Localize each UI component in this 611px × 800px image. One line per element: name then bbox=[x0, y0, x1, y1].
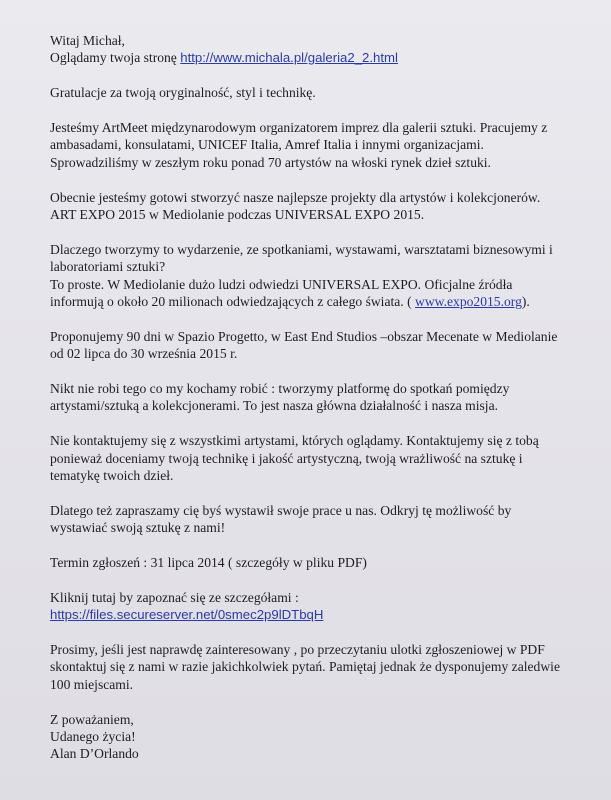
signer-name: Alan D’Orlando bbox=[50, 746, 139, 762]
deadline-text: Termin zgłoszeń : 31 lipca 2014 ( szczegóły w pliku PDF) bbox=[50, 555, 367, 571]
gallery-link[interactable]: http://www.michala.pl/galeria2_2.html bbox=[180, 50, 398, 66]
why-line: To proste. W Mediolanie dużo ludzi odwiedzi UNIVERSAL EXPO. Oficjalne źródła bbox=[50, 276, 513, 292]
why-last-prefix: informują o około 20 milionach odwiedzających z całego świata. ( bbox=[50, 294, 416, 310]
contact-paragraph bbox=[50, 432, 581, 484]
invite-paragraph bbox=[50, 502, 581, 537]
expo-link[interactable]: www.expo2015.org bbox=[415, 294, 522, 310]
files-link[interactable]: https://files.secureserver.net/0smec2p9lDTbqH bbox=[50, 607, 324, 623]
platform-line: artystami/sztuką a kolekcjonerami. To jest nasza główna działalność i nasza misja. bbox=[50, 398, 499, 414]
viewing-line bbox=[50, 49, 581, 66]
projects-line: ART EXPO 2015 w Mediolanie podczas UNIVERSAL EXPO 2015. bbox=[50, 207, 425, 223]
platform-line: Nikt nie robi tego co my kochamy robić : tworzymy platformę do spotkań pomiędzy bbox=[50, 381, 510, 397]
proposal-paragraph bbox=[50, 328, 581, 363]
signoff-line: Udanego życia! bbox=[50, 729, 136, 745]
invite-line: Dlatego też zapraszamy cię byś wystawił swoje prace u nas. Odkryj tę możliwość by bbox=[50, 502, 512, 518]
click-label: Kliknij tutaj by zapoznać się ze szczegółami : bbox=[50, 589, 299, 605]
contact-line: tematykę twoich dzieł. bbox=[50, 468, 174, 484]
projects-line: Obecnie jesteśmy gotowi stworzyć nasze najlepsze projekty dla artystów i kolekcjonerów. bbox=[50, 189, 541, 205]
why-last-suffix: ). bbox=[521, 294, 530, 310]
greeting-block bbox=[50, 32, 581, 67]
signoff-line: Z poważaniem, bbox=[50, 711, 134, 727]
invite-line: wystawiać swoją sztukę z nami! bbox=[50, 520, 226, 536]
intro-paragraph bbox=[50, 119, 581, 171]
intro-line: ambasadami, konsulatami, UNICEF Italia, Amref Italia i innymi organizacjami. bbox=[50, 137, 484, 153]
contact-line: ponieważ doceniamy twoją technikę i jakość artystyczną, twoją wrażliwość na sztukę i bbox=[50, 450, 523, 466]
signoff-block bbox=[50, 711, 581, 763]
why-line: Dlaczego tworzymy to wydarzenie, ze spotkaniami, wystawami, warsztatami biznesowymi i bbox=[50, 241, 553, 257]
projects-paragraph bbox=[50, 189, 581, 224]
viewing-prefix: Oglądamy twoja stronę bbox=[50, 50, 181, 66]
closing-line: 100 miejscami. bbox=[50, 676, 134, 692]
congrats-text: Gratulacje za twoją oryginalność, styl i technikę. bbox=[50, 85, 316, 101]
closing-paragraph bbox=[50, 641, 581, 693]
files-link-line bbox=[50, 606, 581, 623]
intro-line: Sprowadziliśmy w zeszłym roku ponad 70 artystów na włoski rynek dzieł sztuki. bbox=[50, 154, 491, 170]
deadline-paragraph bbox=[50, 554, 581, 571]
proposal-line: od 02 lipca do 30 września 2015 r. bbox=[50, 346, 238, 362]
platform-paragraph bbox=[50, 380, 581, 415]
click-paragraph bbox=[50, 589, 581, 624]
contact-line: Nie kontaktujemy się z wszystkimi artystami, których oglądamy. Kontaktujemy się z tobą bbox=[50, 433, 539, 449]
intro-line: Jesteśmy ArtMeet międzynarodowym organizatorem imprez dla galerii sztuki. Pracujemy z bbox=[50, 120, 548, 135]
closing-line: skontaktuj się z nami w razie jakichkolwiek pytań. Pamiętaj jednak że dysponujemy zaledwie bbox=[50, 659, 560, 675]
why-last-line bbox=[50, 293, 581, 310]
congrats-paragraph bbox=[50, 84, 581, 101]
why-line: laboratoriami sztuki? bbox=[50, 259, 166, 275]
proposal-line: Proponujemy 90 dni w Spazio Progetto, w East End Studios –obszar Mecenate w Mediolanie bbox=[50, 328, 558, 344]
closing-line: Prosimy, jeśli jest naprawdę zainteresowany , po przeczytaniu ulotki zgłoszeniowej w PDF bbox=[50, 642, 545, 658]
greeting: Witaj Michał, bbox=[50, 33, 125, 48]
why-paragraph bbox=[50, 241, 581, 311]
